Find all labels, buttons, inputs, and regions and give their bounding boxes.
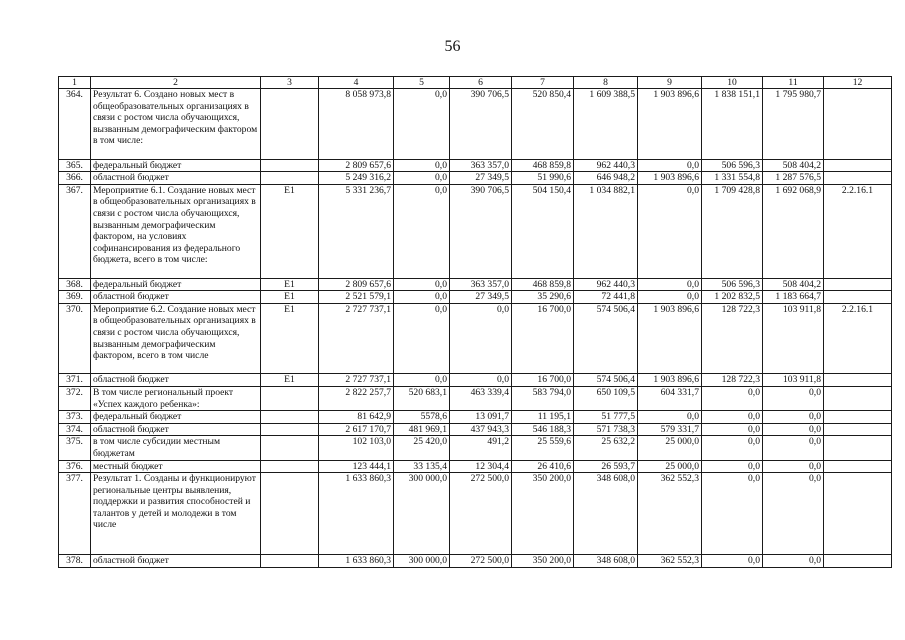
amount-cell: 348 608,0 bbox=[574, 473, 638, 555]
amount-cell: 16 700,0 bbox=[512, 303, 574, 374]
row-number: 374. bbox=[59, 423, 91, 436]
row-reference bbox=[824, 555, 892, 568]
amount-cell: 1 633 860,3 bbox=[319, 555, 394, 568]
amount-cell: 5 249 316,2 bbox=[319, 172, 394, 185]
amount-cell: 348 608,0 bbox=[574, 555, 638, 568]
amount-cell: 27 349,5 bbox=[450, 172, 512, 185]
amount-cell: 16 700,0 bbox=[512, 374, 574, 387]
amount-cell: 11 195,1 bbox=[512, 411, 574, 424]
amount-cell: 0,0 bbox=[394, 278, 450, 291]
page-number: 56 bbox=[444, 38, 461, 55]
row-reference bbox=[824, 460, 892, 473]
amount-cell: 362 552,3 bbox=[638, 473, 702, 555]
amount-cell: 504 150,4 bbox=[512, 184, 574, 278]
row-code bbox=[261, 423, 319, 436]
amount-cell: 437 943,3 bbox=[450, 423, 512, 436]
amount-cell: 2 617 170,7 bbox=[319, 423, 394, 436]
amount-cell: 272 500,0 bbox=[450, 473, 512, 555]
row-description: Мероприятие 6.2. Создание новых мест в общеобразовательных организациях в связи с ростом числа обучающихся, вызванным демографическим фактором, всего в том числе bbox=[91, 303, 261, 374]
amount-cell: 2 521 579,1 bbox=[319, 291, 394, 304]
amount-cell: 0,0 bbox=[394, 303, 450, 374]
column-header-12: 12 bbox=[824, 77, 892, 89]
amount-cell: 962 440,3 bbox=[574, 278, 638, 291]
amount-cell: 2 727 737,1 bbox=[319, 374, 394, 387]
row-reference: 2.2.16.1 bbox=[824, 184, 892, 278]
column-header-10: 10 bbox=[702, 77, 763, 89]
amount-cell: 0,0 bbox=[450, 303, 512, 374]
amount-cell: 1 034 882,1 bbox=[574, 184, 638, 278]
amount-cell: 25 000,0 bbox=[638, 436, 702, 460]
row-reference bbox=[824, 423, 892, 436]
amount-cell: 13 091,7 bbox=[450, 411, 512, 424]
amount-cell: 35 290,6 bbox=[512, 291, 574, 304]
row-description: в том числе субсидии местным бюджетам bbox=[91, 436, 261, 460]
header-row bbox=[59, 77, 892, 89]
row-number: 373. bbox=[59, 411, 91, 424]
column-header-4: 4 bbox=[319, 77, 394, 89]
amount-cell: 26 410,6 bbox=[512, 460, 574, 473]
column-header-5: 5 bbox=[394, 77, 450, 89]
amount-cell: 468 859,8 bbox=[512, 159, 574, 172]
row-code: Е1 bbox=[261, 303, 319, 374]
row-description: областной бюджет bbox=[91, 423, 261, 436]
amount-cell: 25 632,2 bbox=[574, 436, 638, 460]
row-number: 365. bbox=[59, 159, 91, 172]
row-reference bbox=[824, 386, 892, 410]
row-reference bbox=[824, 159, 892, 172]
column-header-2: 2 bbox=[91, 77, 261, 89]
table-row bbox=[59, 436, 892, 460]
table-row bbox=[59, 303, 892, 374]
amount-cell: 5 331 236,7 bbox=[319, 184, 394, 278]
table-row bbox=[59, 423, 892, 436]
amount-cell: 579 331,7 bbox=[638, 423, 702, 436]
amount-cell: 128 722,3 bbox=[702, 303, 763, 374]
amount-cell: 0,0 bbox=[702, 423, 763, 436]
row-description: областной бюджет bbox=[91, 291, 261, 304]
amount-cell: 508 404,2 bbox=[763, 278, 824, 291]
row-code: Е1 bbox=[261, 374, 319, 387]
amount-cell: 51 990,6 bbox=[512, 172, 574, 185]
amount-cell: 574 506,4 bbox=[574, 374, 638, 387]
amount-cell: 1 903 896,6 bbox=[638, 374, 702, 387]
amount-cell: 72 441,8 bbox=[574, 291, 638, 304]
amount-cell: 0,0 bbox=[702, 473, 763, 555]
amount-cell: 1 692 068,9 bbox=[763, 184, 824, 278]
amount-cell: 481 969,1 bbox=[394, 423, 450, 436]
amount-cell: 390 706,5 bbox=[450, 184, 512, 278]
amount-cell: 0,0 bbox=[394, 184, 450, 278]
amount-cell: 102 103,0 bbox=[319, 436, 394, 460]
row-description: местный бюджет bbox=[91, 460, 261, 473]
table-row bbox=[59, 184, 892, 278]
amount-cell: 2 809 657,6 bbox=[319, 278, 394, 291]
amount-cell: 646 948,2 bbox=[574, 172, 638, 185]
amount-cell: 26 593,7 bbox=[574, 460, 638, 473]
row-description: областной бюджет bbox=[91, 374, 261, 387]
amount-cell: 506 596,3 bbox=[702, 278, 763, 291]
amount-cell: 363 357,0 bbox=[450, 278, 512, 291]
amount-cell: 0,0 bbox=[394, 159, 450, 172]
row-number: 366. bbox=[59, 172, 91, 185]
table-row bbox=[59, 172, 892, 185]
amount-cell: 12 304,4 bbox=[450, 460, 512, 473]
row-code: Е1 bbox=[261, 278, 319, 291]
row-code: Е1 bbox=[261, 291, 319, 304]
amount-cell: 0,0 bbox=[763, 555, 824, 568]
row-number: 376. bbox=[59, 460, 91, 473]
table-row bbox=[59, 291, 892, 304]
amount-cell: 0,0 bbox=[394, 172, 450, 185]
column-header-1: 1 bbox=[59, 77, 91, 89]
amount-cell: 0,0 bbox=[763, 423, 824, 436]
amount-cell: 571 738,3 bbox=[574, 423, 638, 436]
row-reference bbox=[824, 436, 892, 460]
table-row bbox=[59, 89, 892, 160]
column-header-9: 9 bbox=[638, 77, 702, 89]
amount-cell: 1 183 664,7 bbox=[763, 291, 824, 304]
amount-cell: 520 683,1 bbox=[394, 386, 450, 410]
row-code bbox=[261, 555, 319, 568]
amount-cell: 0,0 bbox=[394, 291, 450, 304]
amount-cell: 463 339,4 bbox=[450, 386, 512, 410]
amount-cell: 491,2 bbox=[450, 436, 512, 460]
row-code bbox=[261, 460, 319, 473]
amount-cell: 1 287 576,5 bbox=[763, 172, 824, 185]
row-code bbox=[261, 172, 319, 185]
amount-cell: 0,0 bbox=[702, 460, 763, 473]
amount-cell: 363 357,0 bbox=[450, 159, 512, 172]
table-row bbox=[59, 386, 892, 410]
row-number: 369. bbox=[59, 291, 91, 304]
table-row bbox=[59, 555, 892, 568]
amount-cell: 962 440,3 bbox=[574, 159, 638, 172]
amount-cell: 123 444,1 bbox=[319, 460, 394, 473]
table-row bbox=[59, 411, 892, 424]
amount-cell: 0,0 bbox=[702, 411, 763, 424]
amount-cell: 350 200,0 bbox=[512, 555, 574, 568]
amount-cell: 650 109,5 bbox=[574, 386, 638, 410]
amount-cell: 468 859,8 bbox=[512, 278, 574, 291]
amount-cell: 1 709 428,8 bbox=[702, 184, 763, 278]
row-reference bbox=[824, 278, 892, 291]
amount-cell: 1 903 896,6 bbox=[638, 172, 702, 185]
amount-cell: 1 633 860,3 bbox=[319, 473, 394, 555]
amount-cell: 1 838 151,1 bbox=[702, 89, 763, 160]
amount-cell: 506 596,3 bbox=[702, 159, 763, 172]
amount-cell: 0,0 bbox=[638, 291, 702, 304]
table-row bbox=[59, 278, 892, 291]
table-row bbox=[59, 473, 892, 555]
amount-cell: 33 135,4 bbox=[394, 460, 450, 473]
row-code bbox=[261, 436, 319, 460]
amount-cell: 0,0 bbox=[394, 374, 450, 387]
row-description: областной бюджет bbox=[91, 172, 261, 185]
amount-cell: 8 058 973,8 bbox=[319, 89, 394, 160]
row-reference bbox=[824, 172, 892, 185]
amount-cell: 1 903 896,6 bbox=[638, 89, 702, 160]
row-reference bbox=[824, 473, 892, 555]
amount-cell: 25 559,6 bbox=[512, 436, 574, 460]
column-header-11: 11 bbox=[763, 77, 824, 89]
row-number: 368. bbox=[59, 278, 91, 291]
amount-cell: 520 850,4 bbox=[512, 89, 574, 160]
amount-cell: 0,0 bbox=[702, 555, 763, 568]
row-description: федеральный бюджет bbox=[91, 411, 261, 424]
amount-cell: 103 911,8 bbox=[763, 303, 824, 374]
row-code bbox=[261, 159, 319, 172]
amount-cell: 272 500,0 bbox=[450, 555, 512, 568]
amount-cell: 0,0 bbox=[763, 436, 824, 460]
row-number: 367. bbox=[59, 184, 91, 278]
row-code bbox=[261, 386, 319, 410]
amount-cell: 0,0 bbox=[638, 411, 702, 424]
amount-cell: 0,0 bbox=[638, 278, 702, 291]
row-reference bbox=[824, 89, 892, 160]
row-code bbox=[261, 89, 319, 160]
row-description: Результат 6. Создано новых мест в общеобразовательных организациях в связи с ростом числа обучающихся, вызванным демографическим фактором в том числе: bbox=[91, 89, 261, 160]
column-header-8: 8 bbox=[574, 77, 638, 89]
row-reference: 2.2.16.1 bbox=[824, 303, 892, 374]
column-header-7: 7 bbox=[512, 77, 574, 89]
amount-cell: 2 809 657,6 bbox=[319, 159, 394, 172]
amount-cell: 390 706,5 bbox=[450, 89, 512, 160]
amount-cell: 0,0 bbox=[450, 374, 512, 387]
amount-cell: 0,0 bbox=[394, 89, 450, 160]
amount-cell: 0,0 bbox=[638, 159, 702, 172]
amount-cell: 1 795 980,7 bbox=[763, 89, 824, 160]
amount-cell: 0,0 bbox=[763, 460, 824, 473]
amount-cell: 27 349,5 bbox=[450, 291, 512, 304]
amount-cell: 546 188,3 bbox=[512, 423, 574, 436]
amount-cell: 1 903 896,6 bbox=[638, 303, 702, 374]
row-description: областной бюджет bbox=[91, 555, 261, 568]
amount-cell: 2 822 257,7 bbox=[319, 386, 394, 410]
column-header-3: 3 bbox=[261, 77, 319, 89]
row-description: федеральный бюджет bbox=[91, 159, 261, 172]
row-code bbox=[261, 411, 319, 424]
amount-cell: 0,0 bbox=[763, 411, 824, 424]
amount-cell: 604 331,7 bbox=[638, 386, 702, 410]
row-number: 377. bbox=[59, 473, 91, 555]
amount-cell: 103 911,8 bbox=[763, 374, 824, 387]
column-header-6: 6 bbox=[450, 77, 512, 89]
row-description: Результат 1. Созданы и функционируют региональные центры выявления, поддержки и развития способностей и талантов у детей и молодежи в том числе bbox=[91, 473, 261, 555]
amount-cell: 128 722,3 bbox=[702, 374, 763, 387]
row-number: 372. bbox=[59, 386, 91, 410]
amount-cell: 25 420,0 bbox=[394, 436, 450, 460]
amount-cell: 508 404,2 bbox=[763, 159, 824, 172]
table-row bbox=[59, 159, 892, 172]
amount-cell: 81 642,9 bbox=[319, 411, 394, 424]
amount-cell: 362 552,3 bbox=[638, 555, 702, 568]
amount-cell: 51 777,5 bbox=[574, 411, 638, 424]
amount-cell: 0,0 bbox=[702, 386, 763, 410]
table-row bbox=[59, 374, 892, 387]
row-description: В том числе региональный проект «Успех каждого ребенка»: bbox=[91, 386, 261, 410]
amount-cell: 583 794,0 bbox=[512, 386, 574, 410]
row-code: Е1 bbox=[261, 184, 319, 278]
amount-cell: 300 000,0 bbox=[394, 555, 450, 568]
row-description: Мероприятие 6.1. Создание новых мест в общеобразовательных организациях в связи с ростом числа обучающихся, вызванным демографическим фактором, на условиях софинансирования из федерального бюджета, всего в том числе: bbox=[91, 184, 261, 278]
row-number: 370. bbox=[59, 303, 91, 374]
row-number: 371. bbox=[59, 374, 91, 387]
budget-table bbox=[58, 76, 892, 568]
table-row bbox=[59, 460, 892, 473]
amount-cell: 0,0 bbox=[763, 386, 824, 410]
amount-cell: 0,0 bbox=[638, 184, 702, 278]
row-number: 375. bbox=[59, 436, 91, 460]
amount-cell: 1 609 388,5 bbox=[574, 89, 638, 160]
amount-cell: 25 000,0 bbox=[638, 460, 702, 473]
amount-cell: 5578,6 bbox=[394, 411, 450, 424]
amount-cell: 574 506,4 bbox=[574, 303, 638, 374]
row-reference bbox=[824, 411, 892, 424]
amount-cell: 1 202 832,5 bbox=[702, 291, 763, 304]
row-description: федеральный бюджет bbox=[91, 278, 261, 291]
row-reference bbox=[824, 291, 892, 304]
row-reference bbox=[824, 374, 892, 387]
amount-cell: 0,0 bbox=[763, 473, 824, 555]
row-number: 364. bbox=[59, 89, 91, 160]
amount-cell: 350 200,0 bbox=[512, 473, 574, 555]
amount-cell: 1 331 554,8 bbox=[702, 172, 763, 185]
row-number: 378. bbox=[59, 555, 91, 568]
row-code bbox=[261, 473, 319, 555]
amount-cell: 2 727 737,1 bbox=[319, 303, 394, 374]
amount-cell: 300 000,0 bbox=[394, 473, 450, 555]
amount-cell: 0,0 bbox=[702, 436, 763, 460]
